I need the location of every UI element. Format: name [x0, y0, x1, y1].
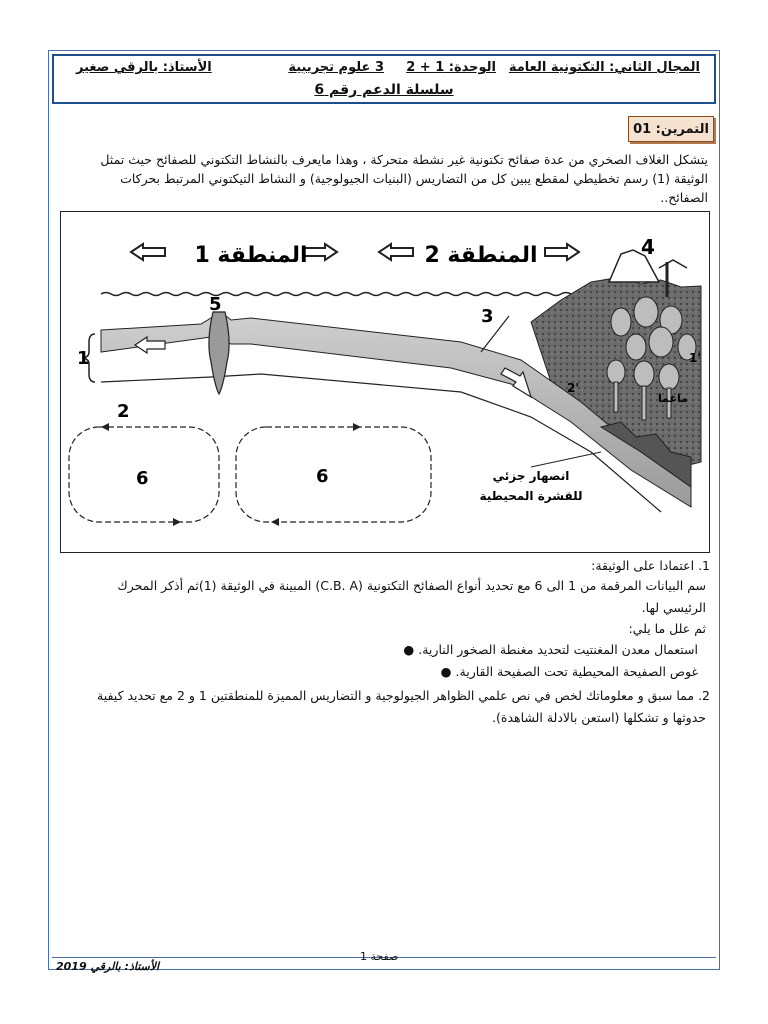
level-title: 3 علوم تجريبية [288, 60, 384, 75]
zone1-label: المنطقة 1 [194, 243, 308, 268]
teacher-name: الأستاذ: بالرقي صغير [76, 60, 212, 75]
label-1-prime: 1' [689, 351, 702, 365]
label-5: 5 [209, 294, 222, 315]
field-title: المجال الثاني: التكتونية العامة [508, 60, 700, 75]
document-header [52, 54, 716, 104]
zone2-label: المنطقة 2 [424, 243, 538, 268]
tectonic-figure [60, 211, 710, 553]
question-1-line2: سم البيانات المرقمة من 1 الى 6 مع تحديد أنواع الصفائح التكتونية (C.B. A) المبينة في الوثيقة (1)ثم أذكر المحرك [117, 578, 706, 593]
convection-cells [69, 427, 431, 522]
tectonic-diagram [61, 212, 711, 554]
partial-melt-label-1: انصهار جزئي [492, 469, 570, 483]
partial-melt-label-2: للقشرة المحيطية [479, 489, 583, 503]
question-2-line1: 2. مما سبق و معلوماتك لخص في نص علمي الظواهر الجيولوجية و التضاريس المميزة للمنطقتين 1 و 2 مع تحديد كيفية [97, 688, 710, 703]
sea-surface [101, 293, 581, 296]
page-number: صفحة 1 [360, 950, 399, 963]
label-3: 3 [481, 306, 494, 327]
unit-title: الوحدة: 1 + 2 [406, 60, 496, 75]
intro-paragraph: يتشكل الغلاف الصخري من عدة صفائح تكتونية غير نشطة متحركة ، وهذا مايعرف بالنشاط التكتوني للصفائح حيث تمثل الوثيقة (1) رسم تخطيطي لمقطع يبين كل من التضاريس (البنيات الجيولوجية) و النشاط التيكتوني المرتبط بحركات الصفائح.. [100, 152, 708, 205]
magma-label: ماغما [658, 392, 688, 405]
question-1-line4: ثم علل ما يلي: [628, 621, 706, 636]
label-4: 4 [641, 235, 655, 259]
question-2-line2: حدوثها و تشكلها (استعن بالادلة الشاهدة). [492, 710, 706, 725]
question-1-intro: 1. اعتمادا على الوثيقة: [591, 558, 710, 573]
footer-author: الأستاذ: بالرقي 2019 [56, 960, 160, 973]
label-6a: 6 [136, 468, 149, 489]
label-6b: 6 [316, 466, 329, 487]
bullet-1: استعمال معدن المغنتيت لتحديد مغنطة الصخور النارية. ● [403, 642, 698, 657]
bullet-2: غوص الصفيحة المحيطية تحت الصفيحة القارية. ● [440, 664, 698, 679]
label-1: 1 [77, 348, 90, 369]
question-1-line3: الرئيسي لها. [641, 600, 706, 615]
ridge-magma [209, 312, 229, 394]
exercise-label: التمرين: 01 [628, 116, 714, 142]
label-2-prime: 2' [567, 381, 580, 395]
label-2: 2 [117, 401, 130, 422]
series-title: سلسلة الدعم رقم 6 [314, 82, 454, 98]
